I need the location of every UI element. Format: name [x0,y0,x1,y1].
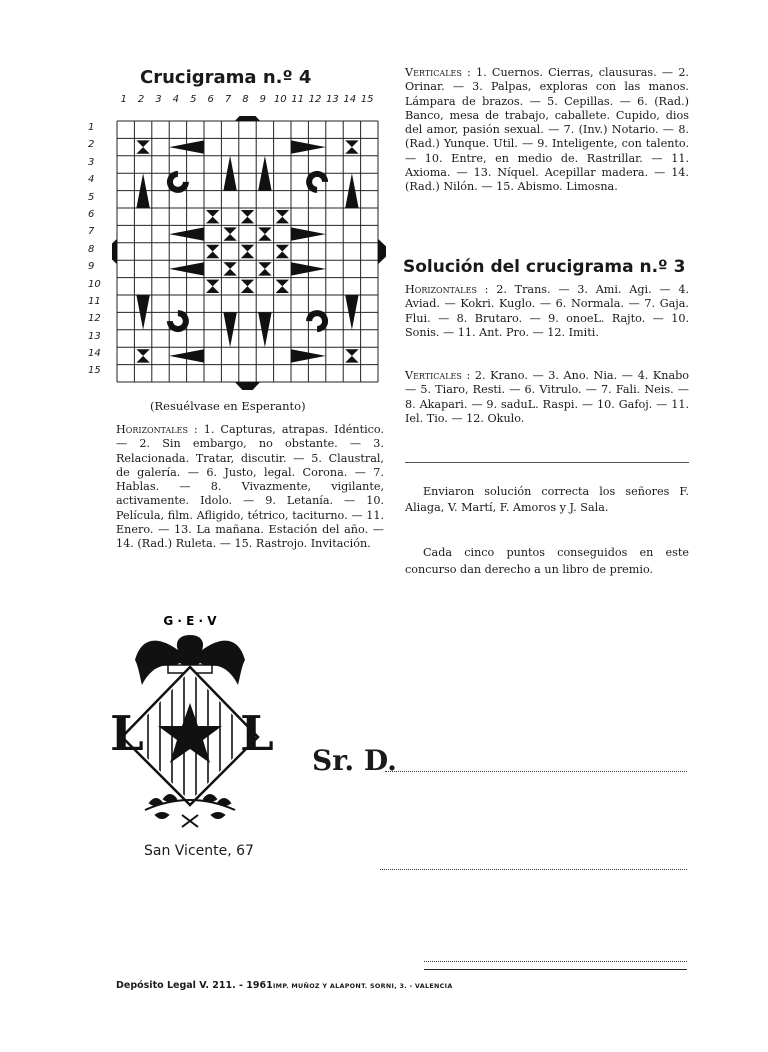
hourglass-mark [258,227,271,240]
column-number: 12 [308,94,322,105]
addressee-line-3 [424,961,687,962]
gev-emblem [90,605,290,830]
row-number: 9 [88,261,95,273]
column-number: 7 [224,94,232,105]
solvers-notice: Enviaron solución correcta los señores F. Aliaga, V. Martí, F. Amoros y J. Sala. [405,485,689,514]
row-number: 2 [88,139,95,151]
solution-horizontales-heading: Horizontales : [405,283,489,296]
border-point-mark [378,239,386,264]
solution-verticales [405,369,689,426]
row-number: 8 [88,243,95,255]
hourglass-mark [258,262,271,275]
verticales-heading: Verticales : [405,66,471,79]
addressee-label: Sr. D. [312,744,397,777]
solution-horizontales-text: 2. Trans. — 3. Ami. Agi. — 4. Aviad. — Kokri. Kuglo. — 6. Normala. — 7. Gaja. Flui. — 8. Brutaro. — 9. onoeL. Rajto. — 10. Sonis. — 11. Ant. Pro. — 12. Imiti. [405,283,689,339]
hourglass-mark [136,140,149,153]
column-number: 4 [172,94,180,105]
row-number: 12 [88,313,101,325]
horizontales-text: 1. Capturas, atrapas. Idéntico. — 2. Sin embargo, no obstante. — 3. Relacionada. Tratar, discutir. — 5. Claustral, de galería. — 6. Justo, legal. Corona. — 7. Hablas. — 8. Vivazmente, vigilante, activamente. Idolo. — 9. Letanía. — 10. Película, film. Afligido, tétrico, taciturno. — 11. Enero. — 13. La mañana. Estación del año. — 14. (Rad.) Ruleta. — 15. Rastrojo. Invitación. [116,423,385,551]
column-number: 5 [190,94,197,105]
hourglass-mark [206,245,219,258]
horizontales-clues [116,423,384,552]
solution-verticales-text: 2. Krano. — 3. Ano. Nia. — 4. Knabo — 5. Tiaro, Resti. — 6. Vitrulo. — 7. Fali. Neis. — 8. Akapari. — 9. saduL. Raspi. — 10. Gafoj. — 11. Iel. Tio. — 12. Okulo. [405,369,690,425]
crossword-title: Crucigrama n.º 4 [140,67,312,88]
laurel-branch-icon [145,795,235,827]
column-number: 13 [326,94,339,105]
hourglass-mark [241,280,254,293]
column-number: 11 [291,94,304,105]
row-number: 10 [88,278,101,290]
arc-mark [306,171,328,193]
solution-horizontales [405,283,689,340]
row-number: 1 [88,122,95,133]
hourglass-mark [276,245,289,258]
row-number: 5 [88,191,95,203]
column-number: 14 [343,94,357,105]
hourglass-mark [241,210,254,223]
hourglass-mark [345,349,358,362]
column-number: 6 [207,94,214,105]
hourglass-mark [223,262,236,275]
hourglass-mark [223,227,236,240]
hourglass-mark [276,280,289,293]
hourglass-mark [206,280,219,293]
row-number: 15 [88,365,101,377]
solution-title: Solución del crucigrama n.º 3 [403,257,686,277]
hourglass-mark [206,210,219,223]
column-number: 15 [360,94,374,105]
emblem-right-letter: L [240,706,274,762]
column-number: 3 [155,94,162,105]
addressee-solid-line [424,969,687,970]
row-number: 6 [88,208,95,220]
hourglass-mark [276,210,289,223]
verticales-clues [405,66,689,195]
footer-legal-deposit: Depósito Legal V. 211. - 1961 [116,980,273,991]
verticales-text: 1. Cuernos. Cierras, clausuras. — 2. Orinar. — 3. Palpas, exploras con las manos. Lámpara de brazos. — 5. Cepillas. — 6. (Rad.) Banco, mesa de trabajo, caballete. Cupido, dios del amor, pasión sexual. — 7. (Inv.) Notario. — 8. (Rad.) Yunque. Util. — 9. Inteligente, con talento. — 10. Entre, en medio de. Rastrillar. — 11. Axioma. — 13. Níquel. Acepillar madera. — 14. (Rad.) Nilón. — 15. Abismo. Limosna. [405,66,689,194]
row-number: 3 [88,156,95,168]
prize-notice: Cada cinco puntos conseguidos en este concurso dan derecho a un libro de premio. [405,546,689,576]
column-number: 8 [242,94,249,105]
addressee-line-1 [385,771,687,772]
hourglass-mark [136,349,149,362]
row-number: 13 [88,330,101,342]
column-number: 10 [273,94,287,105]
hourglass-mark [241,245,254,258]
row-number: 11 [88,295,101,307]
emblem-left-letter: L [110,706,144,762]
crossword-grid [112,116,386,390]
column-number: 9 [259,94,266,105]
addressee-line-2 [380,869,687,870]
row-number: 7 [88,226,95,238]
border-point-mark [235,382,260,390]
arc-mark [306,310,328,332]
horizontales-heading: Horizontales : [116,423,198,436]
emblem-address: San Vicente, 67 [144,843,254,859]
crossword-caption: (Resuélvase en Esperanto) [150,399,306,413]
row-number: 4 [88,174,95,186]
border-point-mark [112,239,117,264]
arc-mark [167,310,189,332]
column-divider-line [405,462,689,463]
border-point-mark [235,116,260,121]
solution-verticales-heading: Verticales : [405,369,471,382]
column-number: 1 [120,94,127,105]
emblem-letters: G · E · V [163,614,217,628]
crossword-row-numbers [88,119,101,380]
crossword-column-numbers [115,94,376,105]
arc-mark [167,171,189,193]
hourglass-mark [345,140,358,153]
row-number: 14 [88,348,101,360]
column-number: 2 [137,94,145,105]
footer-printer: IMP. MUÑOZ Y ALAPONT. SORNI, 3. - VALENCIA [273,982,453,990]
